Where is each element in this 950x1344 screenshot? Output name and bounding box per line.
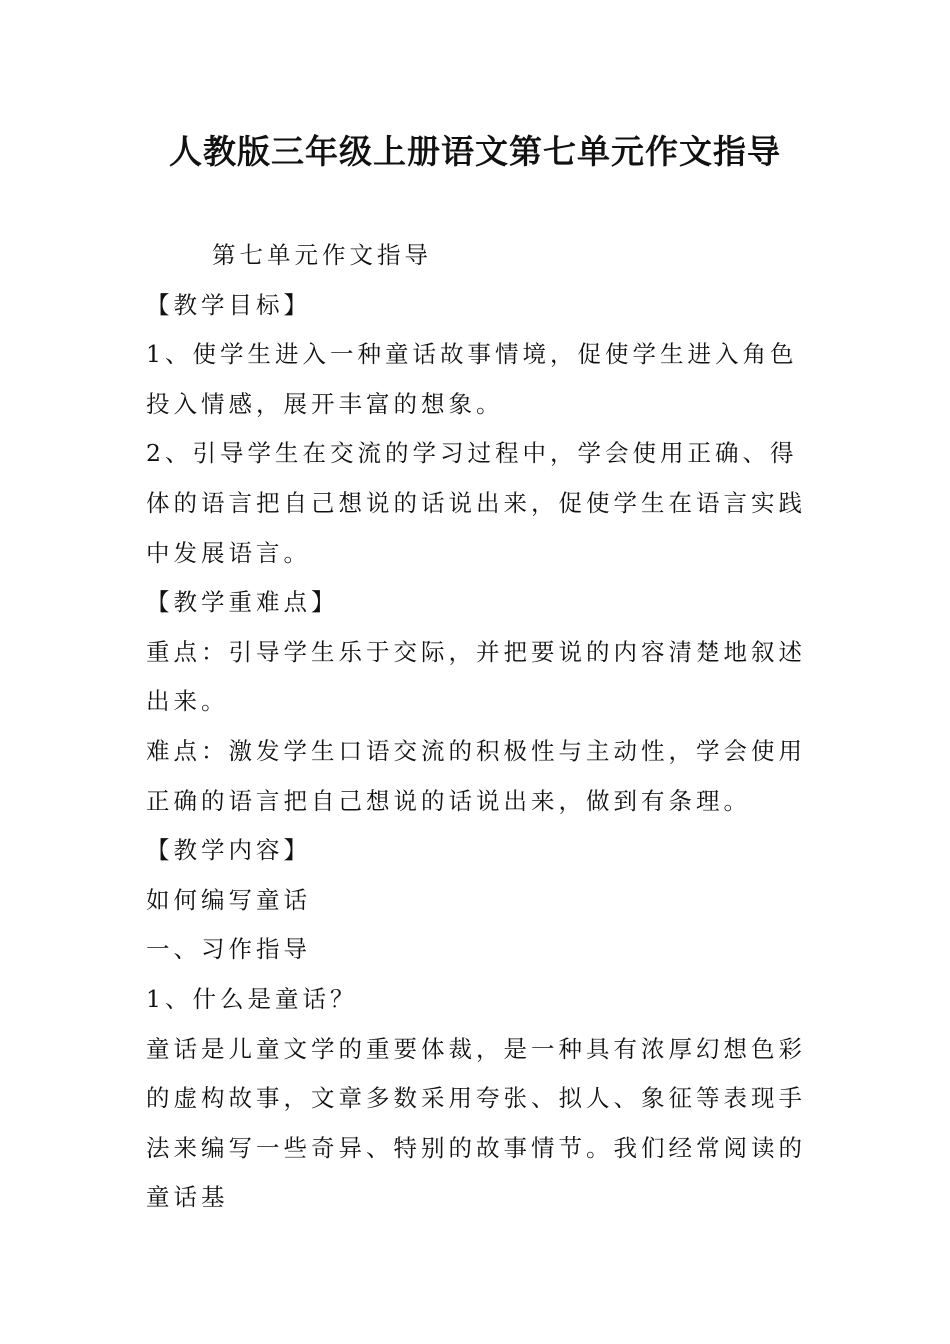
difficult-point-paragraph: 难点：激发学生口语交流的积极性与主动性，学会使用正确的语言把自己想说的话说出来，做到有条理。 (146, 736, 806, 815)
section-subtitle: 第七单元作文指导 (212, 241, 432, 269)
section-writing-guidance: 一、习作指导 (146, 935, 311, 964)
heading-key-difficult-points: 【教学重难点】 (146, 588, 339, 617)
key-point-paragraph: 重点：引导学生乐于交际，并把要说的内容清楚地叙述出来。 (146, 637, 806, 716)
fairy-tale-definition-paragraph: 童话是儿童文学的重要体裁，是一种具有浓厚幻想色彩的虚构故事，文章多数采用夸张、拟人、象征等表现手法来编写一些奇异、特别的故事情节。我们经常阅读的童话基 (146, 1034, 806, 1212)
question-what-is-fairy-tale: 1、什么是童话？ (146, 984, 358, 1013)
document-body (146, 231, 810, 1223)
heading-teaching-goals: 【教学目标】 (146, 290, 311, 319)
heading-teaching-content: 【教学内容】 (146, 836, 311, 865)
content-topic: 如何编写童话 (146, 885, 311, 914)
goal-item-1: 1、使学生进入一种童话故事情境，促使学生进入角色投入情感，展开丰富的想象。 (146, 340, 798, 418)
document-title: 人教版三年级上册语文第七单元作文指导 (169, 132, 781, 171)
goal-item-2: 2、引导学生在交流的学习过程中，学会使用正确、得体的语言把自己想说的话说出来，促使学生在语言实践中发展语言。 (146, 439, 806, 567)
